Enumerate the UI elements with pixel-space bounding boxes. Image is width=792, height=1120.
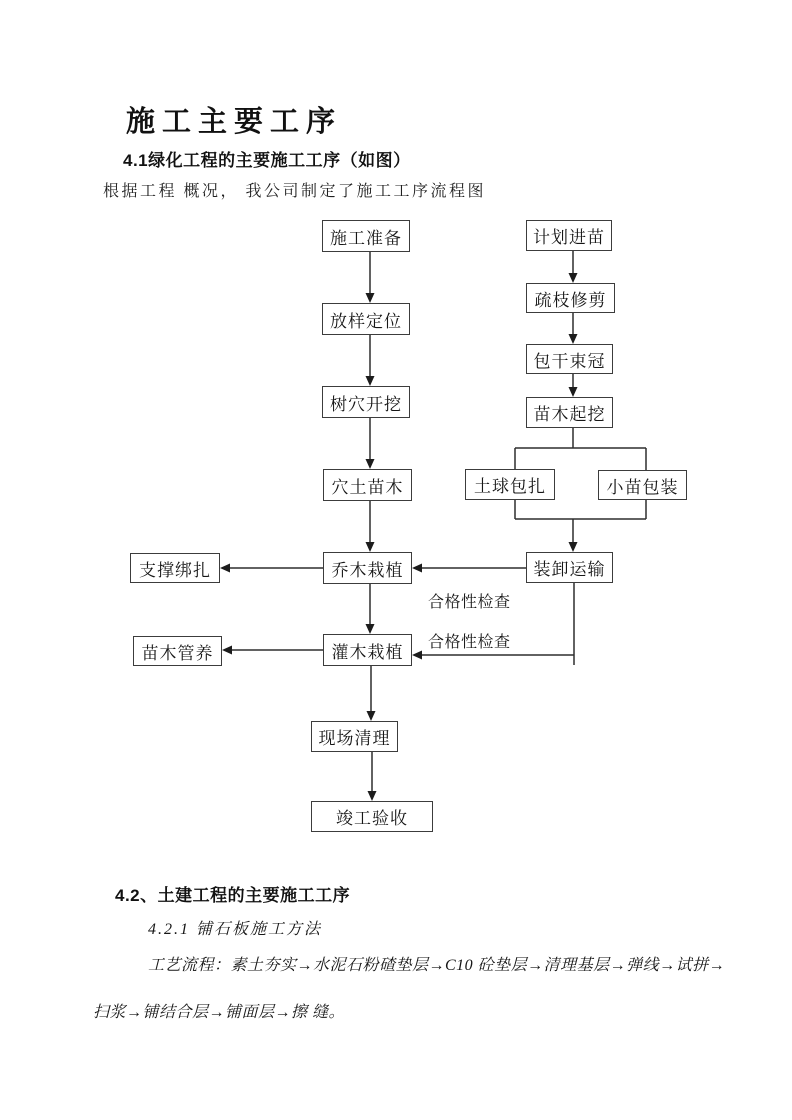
flow-node-root-ball-wrapping: 土球包扎: [465, 469, 555, 500]
flow-node-tree-pit-excavation: 树穴开挖: [322, 386, 410, 418]
flow-node-seedling-maintenance: 苗木管养: [133, 636, 222, 666]
flow-node-shrub-planting: 灌木栽植: [323, 634, 412, 666]
flow-node-site-cleanup: 现场清理: [311, 721, 398, 752]
process-flow-text-line-1: 工艺流程：素土夯实→水泥石粉碴垫层→C10 砼垫层→清理基层→弹线→试拼→: [148, 957, 726, 974]
flow-node-completion-acceptance: 竣工验收: [311, 801, 433, 832]
flow-node-construction-preparation: 施工准备: [322, 220, 410, 252]
section-4-1-heading: 4.1绿化工程的主要施工工序（如图）: [123, 151, 411, 170]
flow-node-small-seedling-packing: 小苗包装: [598, 470, 687, 500]
process-flow-text-line-2: 扫浆→铺结合层→铺面层→擦 缝。: [93, 1004, 346, 1021]
flow-node-stakeout-positioning: 放样定位: [322, 303, 410, 335]
qualification-check-label-2: 合格性检查: [428, 634, 511, 651]
flow-node-seedling-digging: 苗木起挖: [526, 397, 613, 428]
section-4-1-intro-text: 根据工程 概况， 我公司制定了施工工序流程图: [103, 183, 487, 200]
flow-node-loading-transport: 装卸运输: [526, 552, 613, 583]
page-title: 施工主要工序: [126, 106, 343, 138]
flow-node-planned-seedling-arrival: 计划进苗: [526, 220, 612, 251]
section-4-2-heading: 4.2、土建工程的主要施工工序: [115, 886, 351, 905]
flow-node-branch-pruning: 疏枝修剪: [526, 283, 615, 313]
flow-node-tree-planting: 乔木栽植: [323, 552, 412, 584]
qualification-check-label-1: 合格性检查: [428, 594, 511, 611]
flow-node-trunk-wrapping-crown-binding: 包干束冠: [526, 344, 613, 374]
flow-node-support-binding: 支撑绑扎: [130, 553, 220, 583]
flow-node-pit-soil-seedling: 穴土苗木: [323, 469, 412, 501]
section-4-2-1-subheading: 4.2.1 铺石板施工方法: [148, 921, 323, 938]
